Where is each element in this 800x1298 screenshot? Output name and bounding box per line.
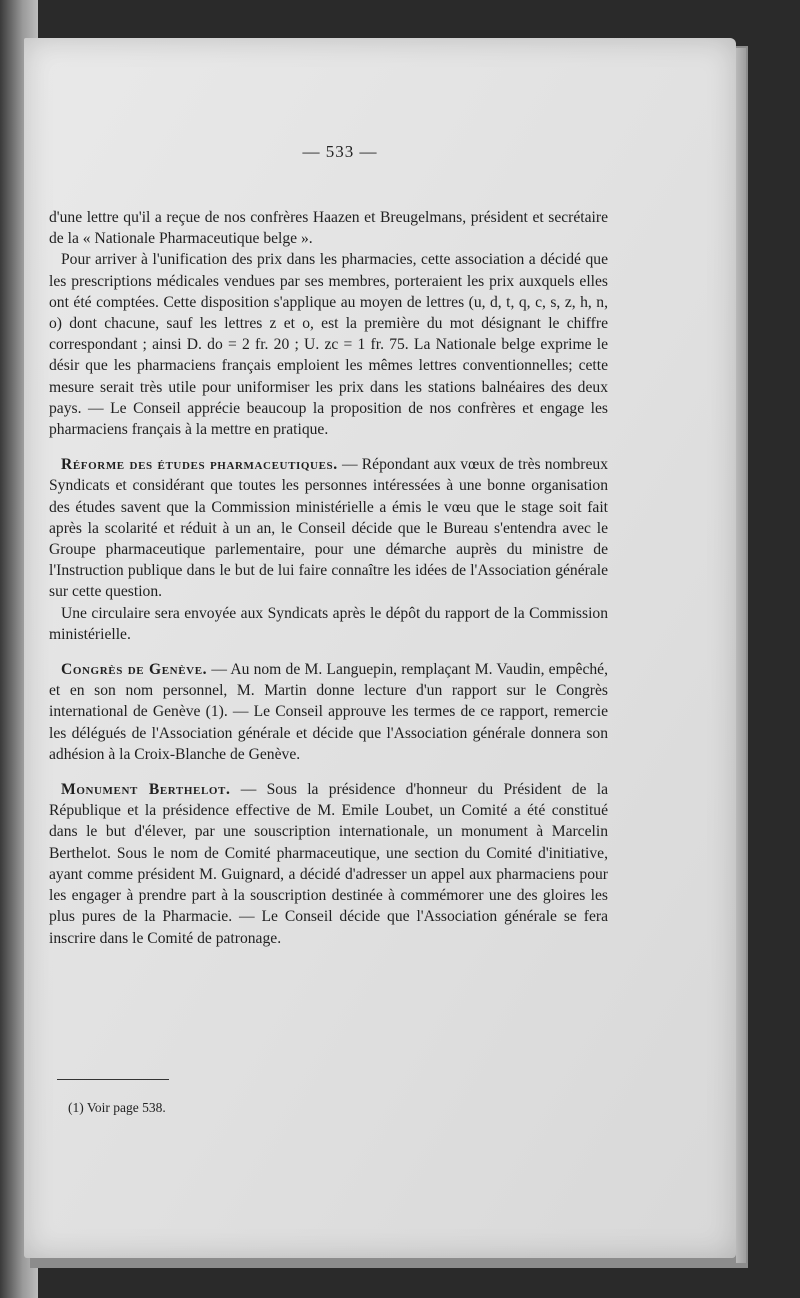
section-monument	[49, 779, 608, 949]
section-congres	[49, 659, 608, 765]
page-edge	[736, 48, 746, 1263]
section-heading-reforme: Réforme des études pharmaceutiques.	[61, 456, 338, 474]
footnote: (1) Voir page 538.	[68, 1100, 166, 1115]
section-extra-reforme: Une circulaire sera envoyée aux Syndicats après le dépôt du rapport de la Commission ministérielle.	[49, 604, 608, 643]
section-heading-congres: Congrès de Genève.	[61, 661, 208, 679]
paragraph-continued: d'une lettre qu'il a reçue de nos confrères Haazen et Breugelmans, président et secrétaire de la « Nationale Pharmaceutique belge ».	[49, 209, 608, 248]
section-text-reforme: — Répondant aux vœux de très nombreux Syndicats et considérant que toutes les personnes intéressées à une bonne organisation des études savent que la Commission ministérielle a émis le vœu que le stage soit fait après la scolarité et réduit à un an, le Conseil décide que le Bureau s'entendra avec le Groupe pharmaceutique parlementaire, pour une démarche auprès du ministre de l'Instruction publique dans le but de lui faire connaître les idées de l'Association générale sur cette question.	[49, 456, 608, 601]
page-body	[49, 207, 608, 949]
section-text-monument: — Sous la présidence d'honneur du Président de la République et la présidence effective de M. Emile Loubet, un Comité a été constitué dans le but d'élever, par une souscription internationale, un monument à Marcelin Berthelot. Sous le nom de Comité pharmaceutique, une section du Comité d'initiative, ayant comme président M. Guignard, a décidé d'adresser un appel aux pharmaciens pour les engager à prendre part à la souscription destinée à commémorer une des gloires les plus pures de la Pharmacie. — Le Conseil décide que l'Association générale se fera inscrire dans le Comité de patronage.	[49, 781, 608, 947]
footnote-rule	[57, 1079, 169, 1080]
page-number: — 533 —	[302, 142, 378, 161]
paragraph-unification: Pour arriver à l'unification des prix dans les pharmacies, cette association a décidé que les prescriptions médicales vendues par ses membres, porteraient les prix auxquels elles ont été comptées. Cette disposition s'applique au moyen de lettres (u, d, t, q, c, s, z, h, n, o) dont chacune, sauf les lettres z et o, est la première du mot désignant le chiffre correspondant ; ainsi D. do = 2 fr. 20 ; U. zc = 1 fr. 75. La Nationale belge exprime le désir que les pharmaciens français emploient les mêmes lettres conventionnelles; cette mesure serait très utile pour uniformiser les prix dans les stations balnéaires des deux pays. — Le Conseil apprécie beaucoup la proposition de nos confrères et engage les pharmaciens français à la mettre en pratique.	[49, 251, 608, 439]
section-reforme	[49, 454, 608, 602]
section-text-congres: — Au nom de M. Languepin, remplaçant M. Vaudin, empêché, et en son nom personnel, M. Martin donne lecture d'un rapport sur le Congrès international de Genève (1). — Le Conseil approuve les termes de ce rapport, remercie les délégués de l'Association générale et décide que l'Association générale donnera son adhésion à la Croix-Blanche de Genève.	[49, 661, 608, 763]
section-heading-monument: Monument Berthelot.	[61, 781, 231, 799]
